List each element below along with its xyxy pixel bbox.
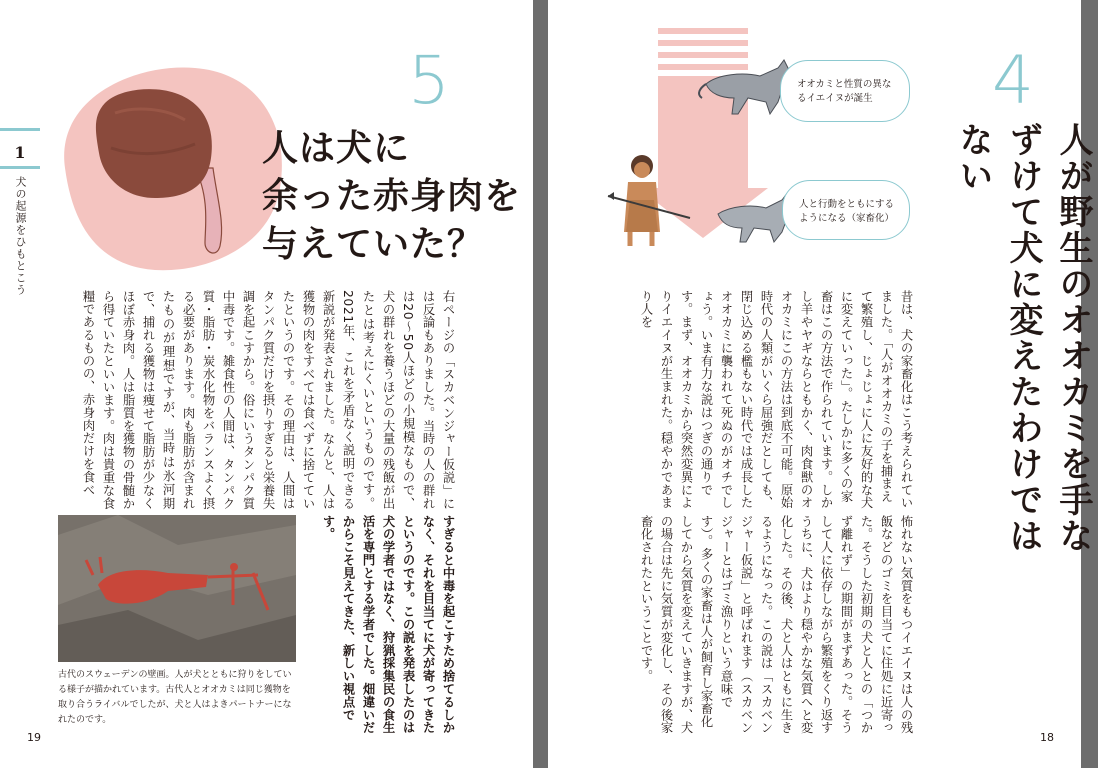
page-number: 18 bbox=[1040, 731, 1054, 744]
page-number: 19 bbox=[27, 731, 41, 744]
speech-bubble-lower: 人と行動をともにするようになる（家畜化） bbox=[782, 180, 910, 240]
body-text-upper: 右ページの「スカベンジャー仮説」には反論もありました。当時の人の群れは20〜50人ほどの小規模なもので、犬の群れを養うほどの大量の残飯が出たとは考えにくいというものです。2021年、これを矛盾なく説明できる新説が発表されました。なんと、人は獲物の肉をすべては食べずに捨てていたというのです。その理由は、人間はタンパク質だけを摂りすぎると栄養失調を起こすから。俗にいうタンパク質中毒です。雑食性の人間は、タンパク質・脂肪・炭水化物をバランスよく摂る必要があります。肉も脂肪が含まれたものが理想ですが、当時は氷河期で、捕れる獲物は痩せて脂肪が少なくほぼ赤身肉。人は脂質を獲物の骨髄から得ていたといいます。肉は貴重な食糧であるものの、赤身肉だけを食べ bbox=[81, 290, 455, 510]
hunter-icon bbox=[608, 152, 693, 248]
section-title: 人が野生のオオカミを手なずけて犬に変えたわけではない bbox=[954, 122, 1092, 554]
title-line: 余った赤身肉を bbox=[262, 175, 522, 216]
chapter-rule-bottom bbox=[0, 166, 40, 169]
chapter-number: 1 bbox=[14, 143, 26, 162]
section-title bbox=[262, 124, 522, 268]
body-text-lower: 怖れない気質をもつイエイヌは人の残飯などのゴミを目当てに住処に近寄った。そうした初期の犬と人との「つかず離れず」の期間がまずあった。そうして人に依存しながら繁殖をくり返すうちに、犬はより穏やかな気質へと変化した。その後、犬と人はともに生きるようになった。この説は「スカベンジャー仮説」と呼ばれます（スカベンジャーとはゴミ漁りという意味です）。多くの家畜は人が飼育し家畜化してから気質を変えていきますが、犬の場合は先に気質が変化し、その後家畜化されたということです。 bbox=[639, 515, 913, 735]
chapter-rule-top bbox=[0, 128, 40, 131]
body-text-upper: 昔は、犬の家畜化はこう考えられていました。「人がオオカミの子を捕まえて繁殖し、じょじょに人に友好的な犬に変えていった」。たしかに多くの家畜はこの方法で作られています。しかし羊やヤギならともかく、肉食獣のオオカミにこの方法は到底不可能。原始時代の人類がいくら屈強だとしても、閉じ込める檻もない時代では成長したオオカミに襲われて死ぬのがオチでしょう。いま有力な説はつぎの通りです。まず、オオカミから突然変異によりイエイヌが生まれた。穏やかであまり人を bbox=[639, 290, 913, 510]
title-line: 人は犬に bbox=[262, 127, 411, 168]
cave-painting-photo bbox=[58, 515, 296, 662]
chapter-label: 犬の起源をひもとこう bbox=[14, 176, 27, 296]
section-number: 4 bbox=[992, 42, 1034, 119]
speech-bubble-upper: オオカミと性質の異なるイエイヌが誕生 bbox=[780, 60, 910, 122]
left-page bbox=[0, 0, 533, 768]
bold-phrase: すぎると中毒を起こすため捨てるしかなく、それを目当てに犬が寄ってきたというのです。この説を発表したのは犬の学者ではなく、狩猟採集民の食生活を専門とする学者でした。畑違いだからこそ見えてきた、新しい視点です。 bbox=[321, 515, 455, 735]
red-meat-illustration bbox=[45, 58, 290, 273]
photo-caption: 古代のスウェーデンの壁画。人が犬とともに狩りをしている様子が描かれています。古代人とオオカミは同じ獲物を取り合うライバルでしたが、犬と人はよきパートナーになれたのです。 bbox=[58, 670, 292, 725]
title-line: 与えていた？ bbox=[262, 223, 485, 264]
right-page bbox=[548, 0, 1092, 768]
section-number: 5 bbox=[408, 42, 450, 119]
body-text-lower bbox=[300, 515, 458, 737]
